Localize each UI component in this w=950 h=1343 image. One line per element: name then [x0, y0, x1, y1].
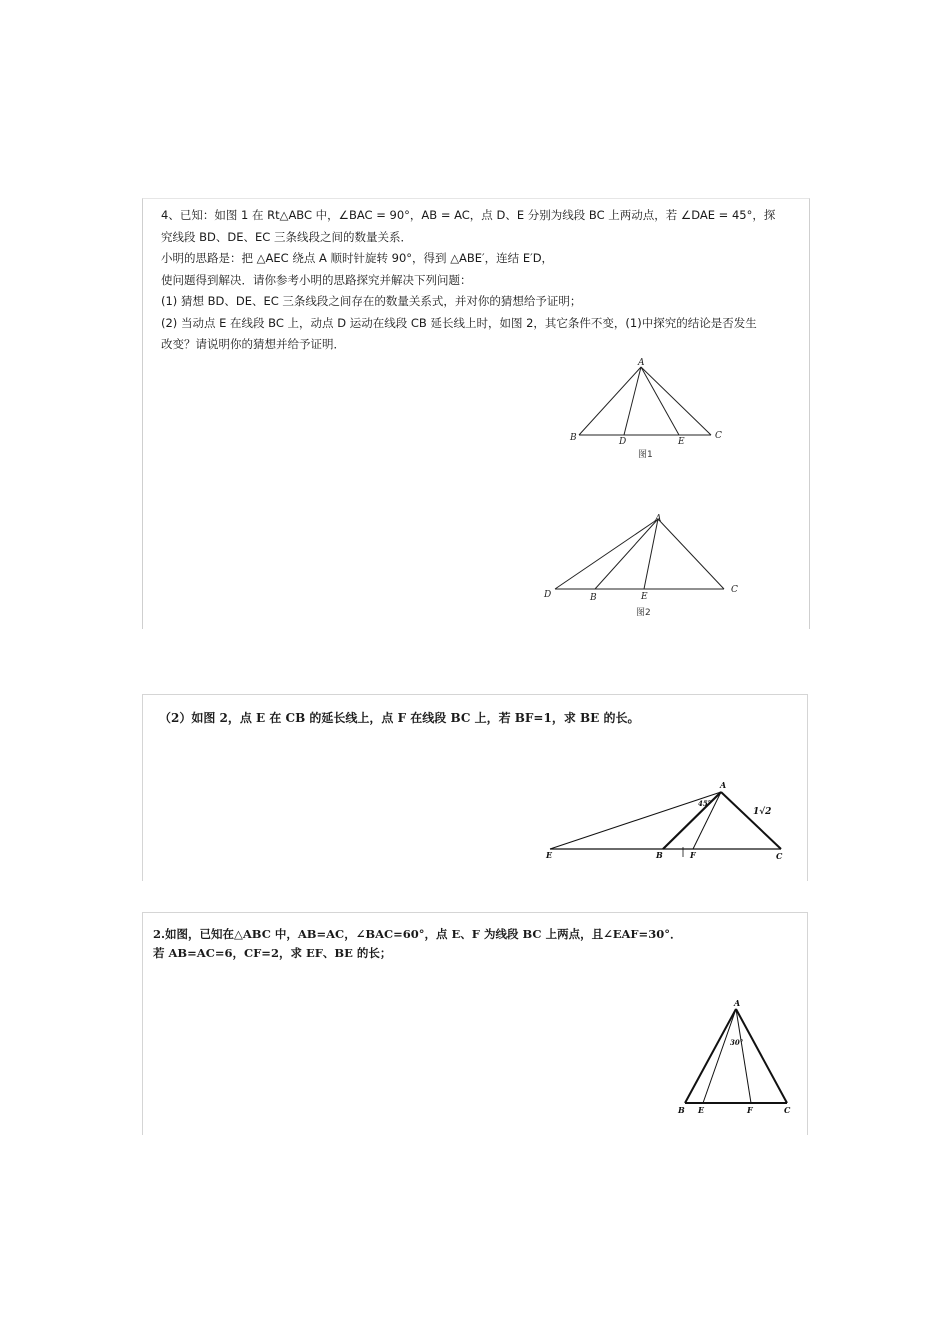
problem-3-line: 2.如图，已知在△ABC 中，AB=AC，∠BAC=60°，点 E、F 为线段 BC 上两点，且∠EAF=30°． — [153, 927, 682, 941]
problem-3-text — [153, 925, 681, 963]
problem-1-panel — [142, 198, 810, 629]
problem-2-figure — [538, 777, 798, 867]
line-AC — [658, 519, 724, 589]
problem-3-panel — [142, 912, 808, 1135]
line-AD — [555, 519, 658, 589]
problem-2-panel — [142, 694, 808, 881]
line-AB — [579, 367, 641, 435]
line-AB — [685, 1009, 736, 1103]
line-AE — [644, 519, 658, 589]
label-C: C — [784, 1105, 791, 1115]
label-D: D — [619, 437, 627, 447]
label-E: E — [546, 850, 553, 860]
problem-1-line: 究线段 BD、DE、EC 三条线段之间的数量关系． — [161, 229, 412, 244]
figure-2-caption: 图2 — [636, 608, 651, 618]
label-E: E — [698, 1105, 705, 1115]
angle-label: 45° — [698, 799, 712, 808]
problem-1-line: 4、已知：如图 1 在 Rt△ABC 中，∠BAC = 90°，AB = AC，点 D、E 分别为线段 BC 上两动点，若 ∠DAE = 45°，探 — [161, 208, 776, 222]
label-B: B — [570, 433, 577, 443]
line-AE — [550, 792, 721, 849]
problem-1-line: 使问题得到解决．请你参考小明的思路探究并解决下列问题： — [161, 272, 472, 287]
label-B: B — [656, 850, 663, 860]
label-A: A — [720, 780, 727, 790]
line-AC — [721, 792, 781, 849]
problem-1-text — [161, 205, 791, 356]
label-F: F — [747, 1105, 753, 1115]
label-C: C — [715, 431, 722, 441]
line-AB — [595, 519, 658, 589]
problem-2-text: （2）如图 2，点 E 在 CB 的延长线上，点 F 在线段 BC 上，若 BF=1，求 BE 的长。 — [159, 711, 640, 725]
label-B: B — [590, 593, 597, 603]
problem-1-line: 改变？请说明你的猜想并给予证明． — [161, 337, 345, 351]
line-AB — [663, 792, 721, 849]
line-AD — [624, 367, 641, 435]
label-C: C — [731, 585, 738, 595]
problem-3-line: 若 AB=AC=6，CF=2，求 EF、BE 的长； — [153, 946, 392, 960]
figure-1 — [563, 357, 733, 457]
label-E: E — [678, 437, 685, 447]
label-E: E — [641, 592, 648, 602]
label-B: B — [678, 1105, 685, 1115]
problem-1-line: 小明的思路是：把 △AEC 绕点 A 顺时针旋转 90°，得到 △ABE′，连结 E′D， — [161, 251, 554, 265]
line-AE — [703, 1009, 736, 1103]
problem-1-line: (1) 猜想 BD、DE、EC 三条线段之间存在的数量关系式，并对你的猜想给予证明； — [161, 294, 582, 308]
problem-3-figure — [673, 997, 803, 1119]
figure-2 — [538, 511, 748, 611]
label-A: A — [655, 514, 662, 524]
label-A: A — [638, 358, 645, 368]
label-F: F — [690, 850, 696, 860]
label-A: A — [734, 998, 741, 1008]
angle-label: 30° — [730, 1038, 744, 1047]
side-label: 1√2 — [753, 807, 772, 817]
label-C: C — [776, 851, 783, 861]
line-AC — [641, 367, 711, 435]
line-AE — [641, 367, 679, 435]
label-D: D — [544, 590, 552, 600]
problem-1-line: (2) 当动点 E 在线段 BC 上，动点 D 运动在线段 CB 延长线上时，如图 2，其它条件不变，(1)中探究的结论是否发生 — [161, 315, 757, 330]
figure-1-caption: 图1 — [638, 450, 653, 460]
